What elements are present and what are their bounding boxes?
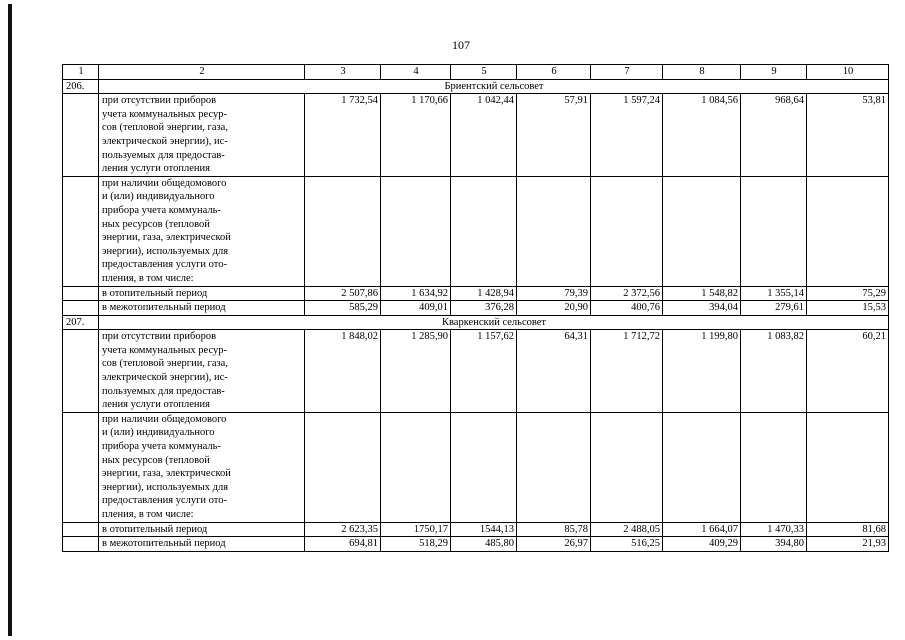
row-description bbox=[99, 176, 305, 286]
description-line: сов (тепловой энергии, газа, bbox=[102, 122, 228, 134]
description-line: энергии, газа, электрической bbox=[102, 468, 231, 480]
value-cell bbox=[517, 412, 591, 522]
value-cell bbox=[741, 176, 807, 286]
table-row bbox=[63, 286, 889, 301]
value-cell: 85,78 bbox=[517, 522, 591, 537]
value-cell: 409,01 bbox=[381, 301, 451, 316]
row-number-cell bbox=[63, 537, 99, 552]
page-number: 107 bbox=[452, 38, 470, 52]
table-row bbox=[63, 537, 889, 552]
value-cell: 1 083,82 bbox=[741, 330, 807, 413]
value-cell bbox=[663, 412, 741, 522]
value-cell: 79,39 bbox=[517, 286, 591, 301]
row-number-cell bbox=[63, 301, 99, 316]
column-number: 2 bbox=[99, 65, 305, 80]
value-cell: 694,81 bbox=[305, 537, 381, 552]
section-number: 206. bbox=[63, 79, 99, 94]
value-cell: 64,31 bbox=[517, 330, 591, 413]
description-line: в межотопительный период bbox=[102, 302, 226, 314]
value-cell: 2 623,35 bbox=[305, 522, 381, 537]
value-cell: 516,25 bbox=[591, 537, 663, 552]
value-cell: 376,28 bbox=[451, 301, 517, 316]
table-row bbox=[63, 412, 889, 522]
value-cell: 409,29 bbox=[663, 537, 741, 552]
row-number-cell bbox=[63, 176, 99, 286]
value-cell: 57,91 bbox=[517, 94, 591, 177]
value-cell: 1 732,54 bbox=[305, 94, 381, 177]
row-number-cell bbox=[63, 330, 99, 413]
table-row bbox=[63, 94, 889, 177]
value-cell: 2 372,56 bbox=[591, 286, 663, 301]
row-description bbox=[99, 537, 305, 552]
row-number-cell bbox=[63, 94, 99, 177]
value-cell: 968,64 bbox=[741, 94, 807, 177]
value-cell bbox=[451, 176, 517, 286]
value-cell: 1 548,82 bbox=[663, 286, 741, 301]
description-line: в отопительный период bbox=[102, 523, 208, 535]
value-cell: 2 488,05 bbox=[591, 522, 663, 537]
value-cell: 1 042,44 bbox=[451, 94, 517, 177]
description-line: предоставления услуги ото- bbox=[102, 259, 227, 271]
row-number-cell bbox=[63, 286, 99, 301]
column-number: 10 bbox=[807, 65, 889, 80]
row-description bbox=[99, 286, 305, 301]
value-cell bbox=[305, 176, 381, 286]
column-number-row bbox=[63, 65, 889, 80]
description-line: энергии), используемых для bbox=[102, 481, 229, 493]
value-cell: 81,68 bbox=[807, 522, 889, 537]
row-description bbox=[99, 412, 305, 522]
description-line: пления, в том числе: bbox=[102, 272, 194, 284]
value-cell: 1 428,94 bbox=[451, 286, 517, 301]
value-cell: 394,04 bbox=[663, 301, 741, 316]
value-cell: 1 084,56 bbox=[663, 94, 741, 177]
value-cell: 1 848,02 bbox=[305, 330, 381, 413]
column-number: 3 bbox=[305, 65, 381, 80]
value-cell: 60,21 bbox=[807, 330, 889, 413]
value-cell: 1 170,66 bbox=[381, 94, 451, 177]
tariff-table bbox=[62, 64, 889, 552]
description-line: энергии, газа, электрической bbox=[102, 232, 231, 244]
description-line: при отсутствии приборов bbox=[102, 331, 217, 343]
value-cell bbox=[381, 176, 451, 286]
description-line: прибора учета коммуналь- bbox=[102, 441, 221, 453]
table-row bbox=[63, 301, 889, 316]
description-line: электрической энергии), ис- bbox=[102, 372, 228, 384]
value-cell: 1 712,72 bbox=[591, 330, 663, 413]
column-number: 4 bbox=[381, 65, 451, 80]
table-row bbox=[63, 522, 889, 537]
value-cell bbox=[381, 412, 451, 522]
description-line: пления, в том числе: bbox=[102, 509, 194, 520]
table-row bbox=[63, 330, 889, 413]
description-line: ления услуги отопления bbox=[102, 399, 210, 411]
description-line: учета коммунальных ресур- bbox=[102, 108, 227, 120]
value-cell bbox=[451, 412, 517, 522]
description-line: ных ресурсов (тепловой bbox=[102, 218, 210, 230]
description-line: пользуемых для предостав- bbox=[102, 149, 225, 161]
row-description bbox=[99, 301, 305, 316]
value-cell: 1 199,80 bbox=[663, 330, 741, 413]
description-line: в отопительный период bbox=[102, 287, 208, 299]
description-line: при наличии общедомового bbox=[102, 413, 227, 425]
row-description bbox=[99, 94, 305, 177]
value-cell: 1 355,14 bbox=[741, 286, 807, 301]
description-line: учета коммунальных ресур- bbox=[102, 344, 227, 356]
column-number: 5 bbox=[451, 65, 517, 80]
value-cell: 2 507,86 bbox=[305, 286, 381, 301]
section-title: Кваркенский сельсовет bbox=[99, 315, 889, 330]
value-cell: 75,29 bbox=[807, 286, 889, 301]
value-cell: 1750,17 bbox=[381, 522, 451, 537]
value-cell bbox=[741, 412, 807, 522]
column-number: 7 bbox=[591, 65, 663, 80]
section-number: 207. bbox=[63, 315, 99, 330]
description-line: пользуемых для предостав- bbox=[102, 385, 225, 397]
value-cell: 394,80 bbox=[741, 537, 807, 552]
value-cell bbox=[807, 176, 889, 286]
description-line: прибора учета коммуналь- bbox=[102, 204, 221, 216]
value-cell: 485,80 bbox=[451, 537, 517, 552]
column-number: 9 bbox=[741, 65, 807, 80]
value-cell bbox=[807, 412, 889, 522]
row-description bbox=[99, 330, 305, 413]
value-cell: 1 634,92 bbox=[381, 286, 451, 301]
description-line: энергии), используемых для bbox=[102, 245, 229, 257]
row-description bbox=[99, 522, 305, 537]
section-title: Бриентский сельсовет bbox=[99, 79, 889, 94]
value-cell: 279,61 bbox=[741, 301, 807, 316]
description-line: и (или) индивидуального bbox=[102, 191, 215, 203]
value-cell: 1 285,90 bbox=[381, 330, 451, 413]
value-cell: 1 470,33 bbox=[741, 522, 807, 537]
description-line: ных ресурсов (тепловой bbox=[102, 454, 210, 466]
value-cell bbox=[591, 412, 663, 522]
table-row bbox=[63, 176, 889, 286]
section-header-row bbox=[63, 79, 889, 94]
value-cell: 400,76 bbox=[591, 301, 663, 316]
value-cell: 26,97 bbox=[517, 537, 591, 552]
description-line: и (или) индивидуального bbox=[102, 427, 215, 439]
value-cell: 15,53 bbox=[807, 301, 889, 316]
row-number-cell bbox=[63, 522, 99, 537]
column-number: 1 bbox=[63, 65, 99, 80]
scan-edge-line bbox=[8, 4, 12, 636]
value-cell bbox=[517, 176, 591, 286]
column-number: 8 bbox=[663, 65, 741, 80]
description-line: при наличии общедомового bbox=[102, 177, 227, 189]
row-number-cell bbox=[63, 412, 99, 522]
description-line: сов (тепловой энергии, газа, bbox=[102, 358, 228, 370]
value-cell: 1 597,24 bbox=[591, 94, 663, 177]
value-cell: 585,29 bbox=[305, 301, 381, 316]
column-number: 6 bbox=[517, 65, 591, 80]
value-cell bbox=[663, 176, 741, 286]
description-line: предоставления услуги ото- bbox=[102, 495, 227, 507]
value-cell: 21,93 bbox=[807, 537, 889, 552]
value-cell: 1544,13 bbox=[451, 522, 517, 537]
description-line: электрической энергии), ис- bbox=[102, 135, 228, 147]
description-line: при отсутствии приборов bbox=[102, 95, 217, 107]
description-line: ления услуги отопления bbox=[102, 163, 210, 175]
value-cell: 518,29 bbox=[381, 537, 451, 552]
value-cell: 53,81 bbox=[807, 94, 889, 177]
section-header-row bbox=[63, 315, 889, 330]
description-line: в межотопительный период bbox=[102, 538, 226, 550]
value-cell: 1 664,07 bbox=[663, 522, 741, 537]
value-cell bbox=[591, 176, 663, 286]
value-cell: 20,90 bbox=[517, 301, 591, 316]
value-cell: 1 157,62 bbox=[451, 330, 517, 413]
value-cell bbox=[305, 412, 381, 522]
